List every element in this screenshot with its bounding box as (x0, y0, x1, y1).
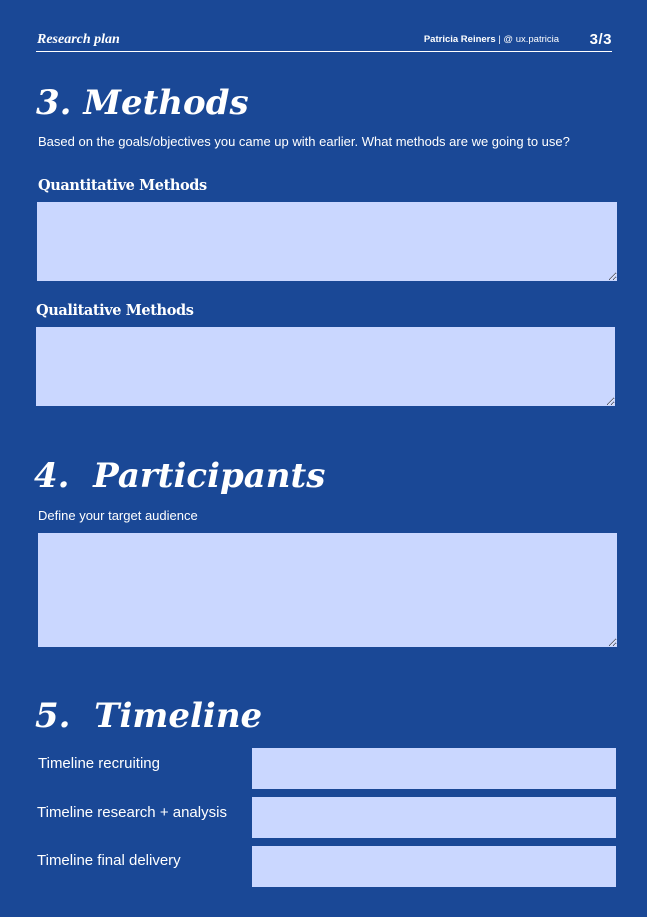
author-handle: | @ ux.patricia (495, 34, 559, 45)
document-title: Research plan (37, 32, 120, 47)
timeline-final-delivery-label: Timeline final delivery (37, 852, 181, 869)
qualitative-methods-heading: Qualitative Methods (36, 302, 194, 319)
target-audience-field[interactable] (38, 533, 617, 647)
header-divider (36, 51, 612, 52)
methods-description: Based on the goals/objectives you came up with earlier. What methods are we going to use? (38, 134, 570, 149)
quantitative-methods-heading: Quantitative Methods (38, 177, 207, 194)
qualitative-methods-field[interactable] (36, 327, 615, 406)
participants-description: Define your target audience (38, 508, 198, 523)
quantitative-methods-field[interactable] (37, 202, 617, 281)
timeline-recruiting-label: Timeline recruiting (38, 755, 160, 772)
timeline-final-delivery-field[interactable] (252, 846, 616, 887)
timeline-research-analysis-field[interactable] (252, 797, 616, 838)
author-credit (424, 33, 559, 47)
author-name: Patricia Reiners (423, 34, 496, 45)
participants-section-title: 4. Participants (34, 456, 326, 496)
timeline-section-title: 5. Timeline (35, 696, 263, 736)
methods-section-title: 3. Methods (36, 83, 249, 123)
page-indicator: 3/3 (589, 31, 612, 48)
timeline-research-analysis-label: Timeline research + analysis (37, 804, 227, 821)
timeline-recruiting-field[interactable] (252, 748, 616, 789)
